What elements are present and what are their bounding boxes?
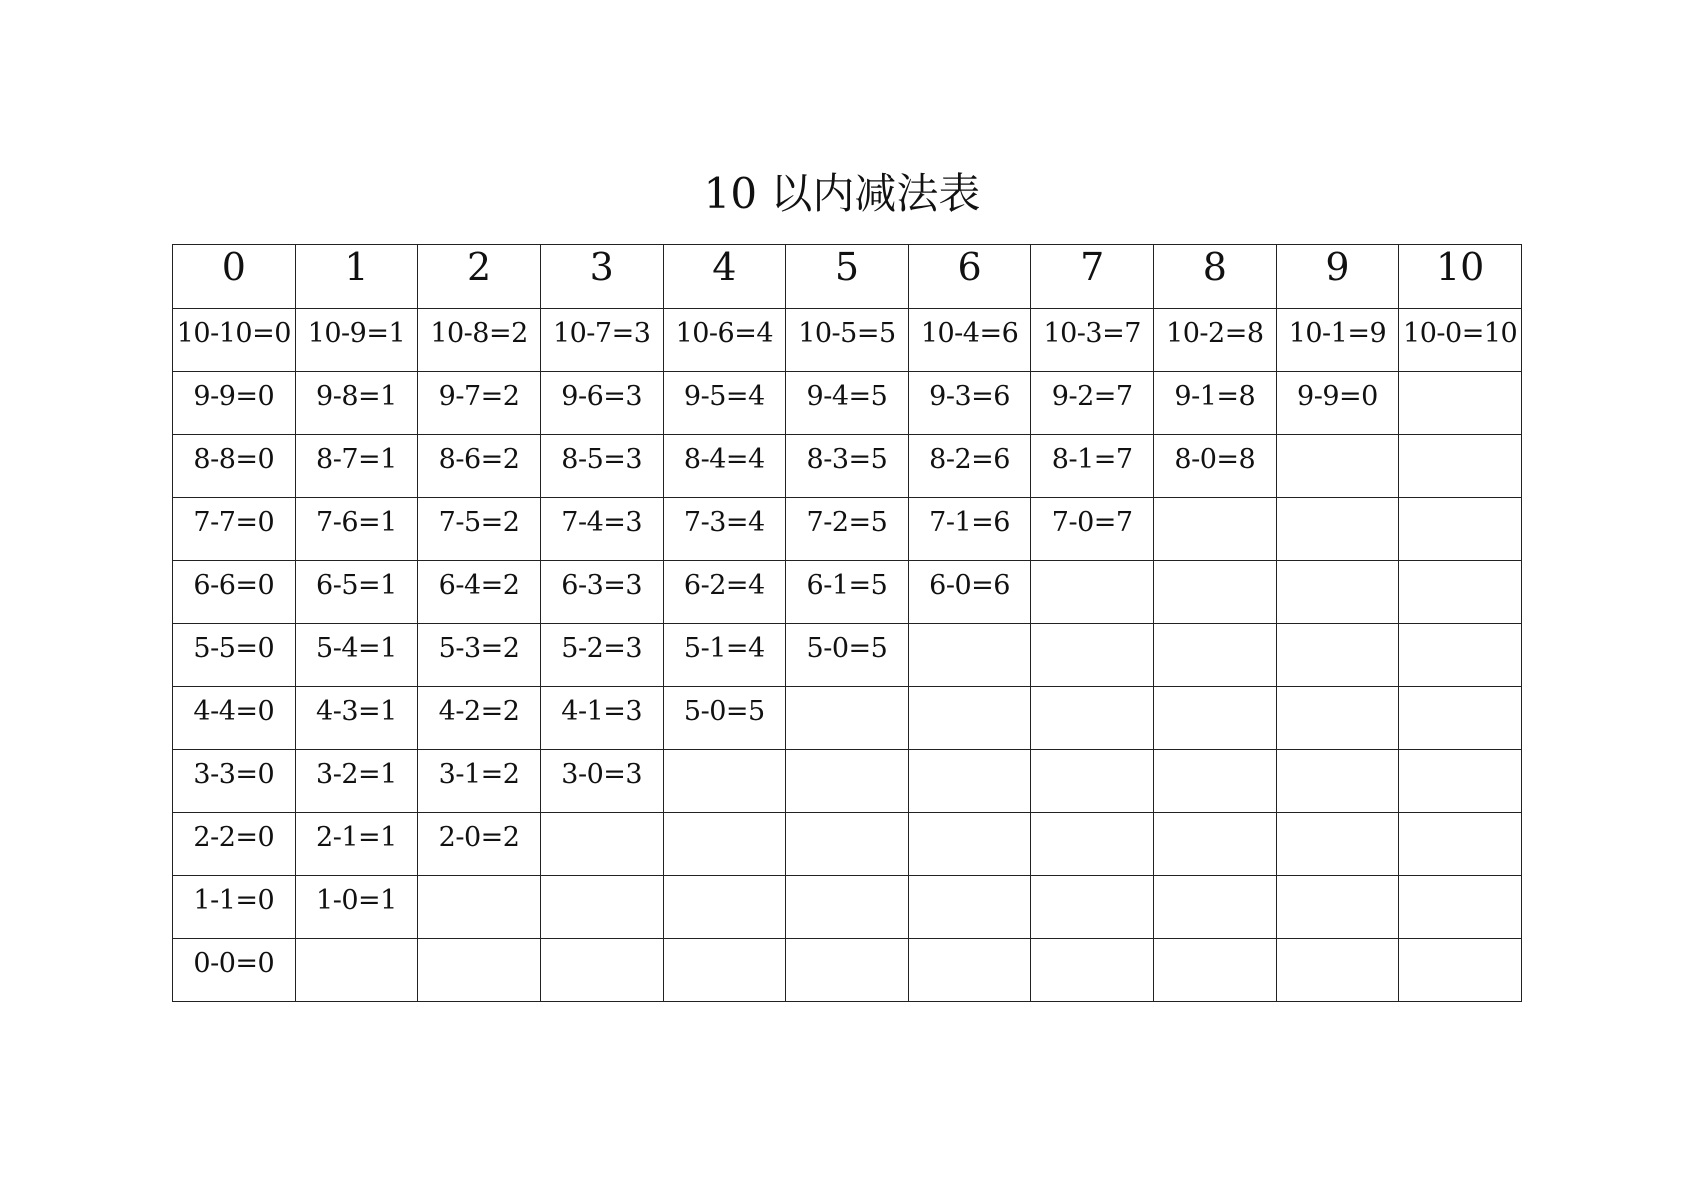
equation-cell: 4-2=2 bbox=[418, 687, 541, 750]
equation-cell bbox=[1399, 561, 1522, 624]
equation-cell bbox=[1154, 750, 1277, 813]
equation-cell: 8-3=5 bbox=[786, 435, 909, 498]
equation-cell bbox=[295, 939, 418, 1002]
equation-cell: 6-4=2 bbox=[418, 561, 541, 624]
equation-cell bbox=[1399, 876, 1522, 939]
equation-cell: 6-5=1 bbox=[295, 561, 418, 624]
equation-cell bbox=[1276, 750, 1399, 813]
equation-cell bbox=[1276, 561, 1399, 624]
equation-cell: 5-0=5 bbox=[786, 624, 909, 687]
equation-cell: 8-4=4 bbox=[663, 435, 786, 498]
equation-cell bbox=[1276, 624, 1399, 687]
equation-cell bbox=[1031, 939, 1154, 1002]
equation-cell: 7-6=1 bbox=[295, 498, 418, 561]
equation-cell bbox=[1154, 561, 1277, 624]
equation-cell: 7-1=6 bbox=[908, 498, 1031, 561]
table-row bbox=[173, 813, 1522, 876]
equation-cell bbox=[908, 939, 1031, 1002]
equation-cell bbox=[1399, 435, 1522, 498]
equation-cell: 7-0=7 bbox=[1031, 498, 1154, 561]
equation-cell: 9-5=4 bbox=[663, 372, 786, 435]
equation-cell: 3-2=1 bbox=[295, 750, 418, 813]
equation-cell bbox=[908, 687, 1031, 750]
equation-cell bbox=[1031, 750, 1154, 813]
equation-cell bbox=[1031, 813, 1154, 876]
column-header: 4 bbox=[663, 245, 786, 309]
equation-cell bbox=[908, 624, 1031, 687]
equation-cell: 9-3=6 bbox=[908, 372, 1031, 435]
equation-cell bbox=[418, 939, 541, 1002]
equation-cell: 10-2=8 bbox=[1154, 309, 1277, 372]
equation-cell: 10-8=2 bbox=[418, 309, 541, 372]
equation-cell: 5-0=5 bbox=[663, 687, 786, 750]
equation-cell: 10-7=3 bbox=[540, 309, 663, 372]
equation-cell bbox=[1276, 939, 1399, 1002]
equation-cell bbox=[1399, 750, 1522, 813]
equation-cell: 0-0=0 bbox=[173, 939, 296, 1002]
equation-cell: 3-3=0 bbox=[173, 750, 296, 813]
table-row bbox=[173, 939, 1522, 1002]
table-row bbox=[173, 876, 1522, 939]
equation-cell bbox=[1276, 876, 1399, 939]
equation-cell bbox=[1276, 813, 1399, 876]
table-row bbox=[173, 687, 1522, 750]
page-title: 10 以内减法表 bbox=[703, 169, 981, 218]
equation-cell bbox=[418, 876, 541, 939]
equation-cell: 10-1=9 bbox=[1276, 309, 1399, 372]
column-header: 9 bbox=[1276, 245, 1399, 309]
header-row bbox=[173, 245, 1522, 309]
equation-cell: 2-0=2 bbox=[418, 813, 541, 876]
equation-cell bbox=[786, 876, 909, 939]
equation-cell: 2-1=1 bbox=[295, 813, 418, 876]
equation-cell: 9-9=0 bbox=[173, 372, 296, 435]
equation-cell bbox=[1399, 687, 1522, 750]
equation-cell: 8-2=6 bbox=[908, 435, 1031, 498]
equation-cell: 5-4=1 bbox=[295, 624, 418, 687]
equation-cell bbox=[1399, 813, 1522, 876]
table-body bbox=[173, 309, 1522, 1002]
equation-cell: 3-0=3 bbox=[540, 750, 663, 813]
equation-cell bbox=[786, 939, 909, 1002]
table-row bbox=[173, 372, 1522, 435]
equation-cell bbox=[1399, 372, 1522, 435]
column-header: 3 bbox=[540, 245, 663, 309]
equation-cell: 9-8=1 bbox=[295, 372, 418, 435]
equation-cell bbox=[1154, 498, 1277, 561]
equation-cell: 8-5=3 bbox=[540, 435, 663, 498]
equation-cell bbox=[1154, 687, 1277, 750]
table-row bbox=[173, 498, 1522, 561]
equation-cell: 2-2=0 bbox=[173, 813, 296, 876]
table-row bbox=[173, 624, 1522, 687]
equation-cell bbox=[908, 750, 1031, 813]
equation-cell: 9-7=2 bbox=[418, 372, 541, 435]
equation-cell: 6-6=0 bbox=[173, 561, 296, 624]
equation-cell: 5-5=0 bbox=[173, 624, 296, 687]
equation-cell bbox=[540, 876, 663, 939]
equation-cell: 4-4=0 bbox=[173, 687, 296, 750]
column-header: 1 bbox=[295, 245, 418, 309]
column-header: 7 bbox=[1031, 245, 1154, 309]
equation-cell: 5-2=3 bbox=[540, 624, 663, 687]
equation-cell: 5-3=2 bbox=[418, 624, 541, 687]
equation-cell: 1-1=0 bbox=[173, 876, 296, 939]
equation-cell bbox=[786, 687, 909, 750]
equation-cell: 1-0=1 bbox=[295, 876, 418, 939]
equation-cell: 7-4=3 bbox=[540, 498, 663, 561]
equation-cell: 9-2=7 bbox=[1031, 372, 1154, 435]
equation-cell: 10-0=10 bbox=[1399, 309, 1522, 372]
equation-cell: 10-6=4 bbox=[663, 309, 786, 372]
equation-cell: 6-3=3 bbox=[540, 561, 663, 624]
table-row bbox=[173, 435, 1522, 498]
equation-cell bbox=[540, 939, 663, 1002]
equation-cell: 8-7=1 bbox=[295, 435, 418, 498]
equation-cell bbox=[1399, 624, 1522, 687]
equation-cell bbox=[1154, 813, 1277, 876]
equation-cell bbox=[1276, 687, 1399, 750]
equation-cell bbox=[1399, 498, 1522, 561]
equation-cell: 6-1=5 bbox=[786, 561, 909, 624]
column-header: 8 bbox=[1154, 245, 1277, 309]
equation-cell bbox=[1031, 624, 1154, 687]
equation-cell: 10-4=6 bbox=[908, 309, 1031, 372]
equation-cell: 7-2=5 bbox=[786, 498, 909, 561]
column-header: 5 bbox=[786, 245, 909, 309]
equation-cell: 8-0=8 bbox=[1154, 435, 1277, 498]
equation-cell: 8-6=2 bbox=[418, 435, 541, 498]
equation-cell: 4-1=3 bbox=[540, 687, 663, 750]
equation-cell: 7-7=0 bbox=[173, 498, 296, 561]
equation-cell bbox=[1276, 435, 1399, 498]
equation-cell: 4-3=1 bbox=[295, 687, 418, 750]
equation-cell: 10-10=0 bbox=[173, 309, 296, 372]
equation-cell bbox=[663, 876, 786, 939]
column-header: 0 bbox=[173, 245, 296, 309]
equation-cell: 6-2=4 bbox=[663, 561, 786, 624]
equation-cell: 10-9=1 bbox=[295, 309, 418, 372]
equation-cell: 7-5=2 bbox=[418, 498, 541, 561]
equation-cell bbox=[786, 813, 909, 876]
table-row bbox=[173, 750, 1522, 813]
equation-cell: 9-6=3 bbox=[540, 372, 663, 435]
equation-cell: 6-0=6 bbox=[908, 561, 1031, 624]
equation-cell: 9-4=5 bbox=[786, 372, 909, 435]
equation-cell bbox=[1031, 876, 1154, 939]
equation-cell: 8-8=0 bbox=[173, 435, 296, 498]
equation-cell bbox=[1031, 687, 1154, 750]
table-row bbox=[173, 561, 1522, 624]
equation-cell bbox=[663, 813, 786, 876]
equation-cell: 10-3=7 bbox=[1031, 309, 1154, 372]
equation-cell: 9-9=0 bbox=[1276, 372, 1399, 435]
equation-cell: 5-1=4 bbox=[663, 624, 786, 687]
equation-cell bbox=[786, 750, 909, 813]
equation-cell bbox=[1031, 561, 1154, 624]
equation-cell: 7-3=4 bbox=[663, 498, 786, 561]
equation-cell bbox=[540, 813, 663, 876]
subtraction-table bbox=[172, 244, 1522, 1002]
equation-cell bbox=[1154, 624, 1277, 687]
column-header: 6 bbox=[908, 245, 1031, 309]
column-header: 2 bbox=[418, 245, 541, 309]
equation-cell bbox=[663, 939, 786, 1002]
equation-cell bbox=[908, 876, 1031, 939]
equation-cell bbox=[1154, 876, 1277, 939]
equation-cell bbox=[908, 813, 1031, 876]
equation-cell: 8-1=7 bbox=[1031, 435, 1154, 498]
equation-cell bbox=[1154, 939, 1277, 1002]
column-header: 10 bbox=[1399, 245, 1522, 309]
equation-cell: 3-1=2 bbox=[418, 750, 541, 813]
equation-cell bbox=[1399, 939, 1522, 1002]
equation-cell bbox=[663, 750, 786, 813]
table-row bbox=[173, 309, 1522, 372]
equation-cell: 9-1=8 bbox=[1154, 372, 1277, 435]
equation-cell bbox=[1276, 498, 1399, 561]
equation-cell: 10-5=5 bbox=[786, 309, 909, 372]
